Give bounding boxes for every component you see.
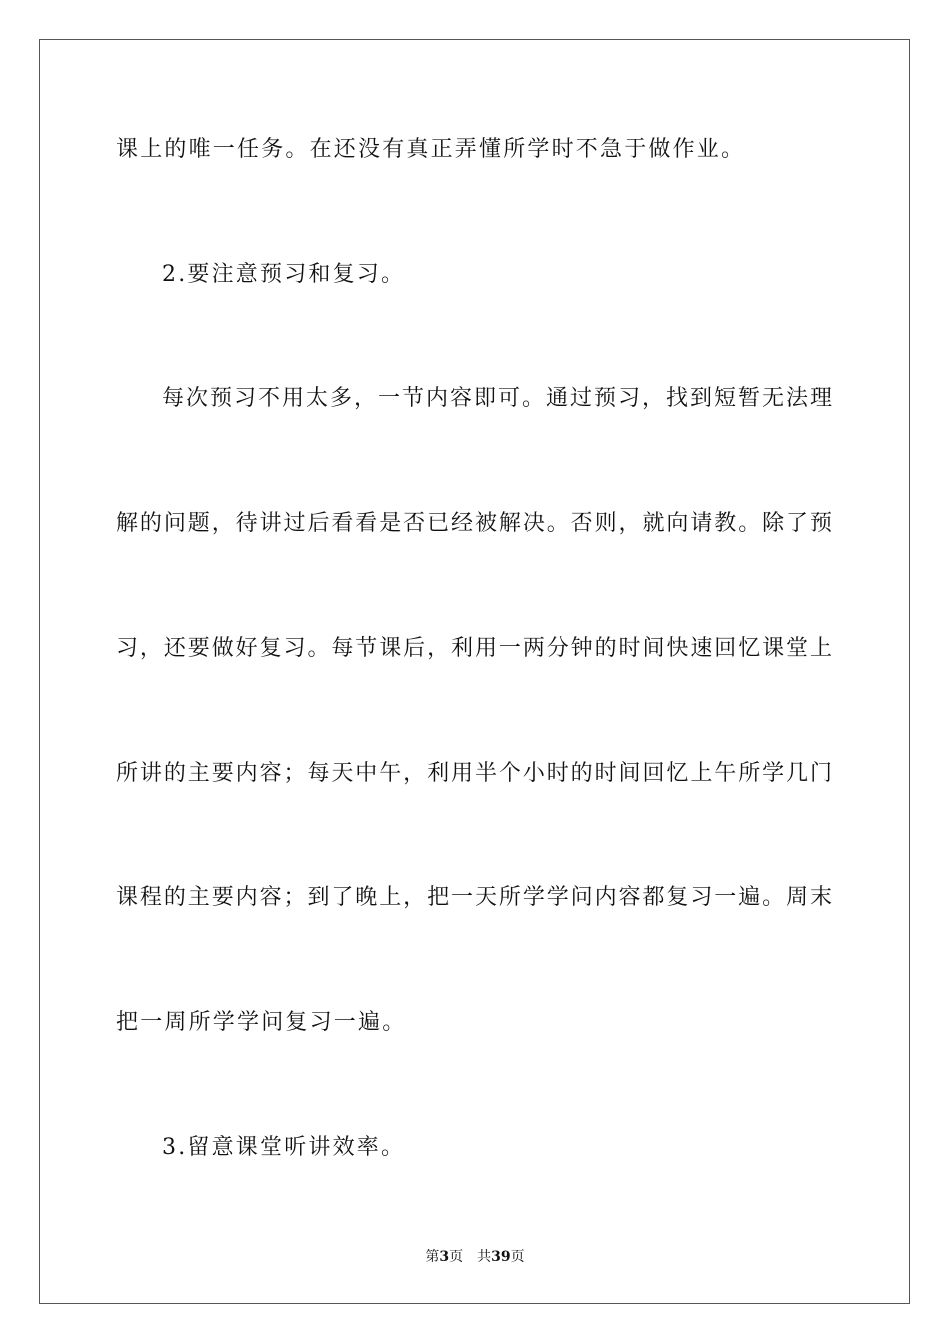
total-pages: 39	[491, 1249, 511, 1265]
page-border	[39, 39, 910, 1304]
paragraph-line-3: 每次预习不用太多，一节内容即可。通过预习，找到短暂无法理	[162, 386, 832, 411]
paragraph-line-8: 把一周所学学问复习一遍。	[116, 1010, 407, 1035]
page-footer	[0, 1248, 950, 1266]
paragraph-line-6: 所讲的主要内容；每天中午，利用半个小时的时间回忆上午所学几门	[116, 761, 832, 786]
paragraph-line-4: 解的问题，待讲过后看看是否已经被解决。否则，就向请教。除了预	[116, 511, 832, 536]
heading-3: 3.留意课堂听讲效率。	[162, 1135, 406, 1160]
paragraph-line-7: 课程的主要内容；到了晚上，把一天所学学问内容都复习一遍。周末	[116, 885, 832, 910]
total-prefix: 共	[477, 1249, 492, 1265]
page-number: 3	[439, 1249, 450, 1265]
total-suffix: 页	[510, 1249, 525, 1265]
page-prefix: 第	[425, 1249, 440, 1265]
page-suffix: 页	[449, 1249, 464, 1265]
paragraph-line-5: 习，还要做好复习。每节课后，利用一两分钟的时间快速回忆课堂上	[116, 636, 832, 661]
heading-2: 2.要注意预习和复习。	[162, 262, 406, 287]
paragraph-line-1: 课上的唯一任务。在还没有真正弄懂所学时不急于做作业。	[116, 137, 746, 162]
